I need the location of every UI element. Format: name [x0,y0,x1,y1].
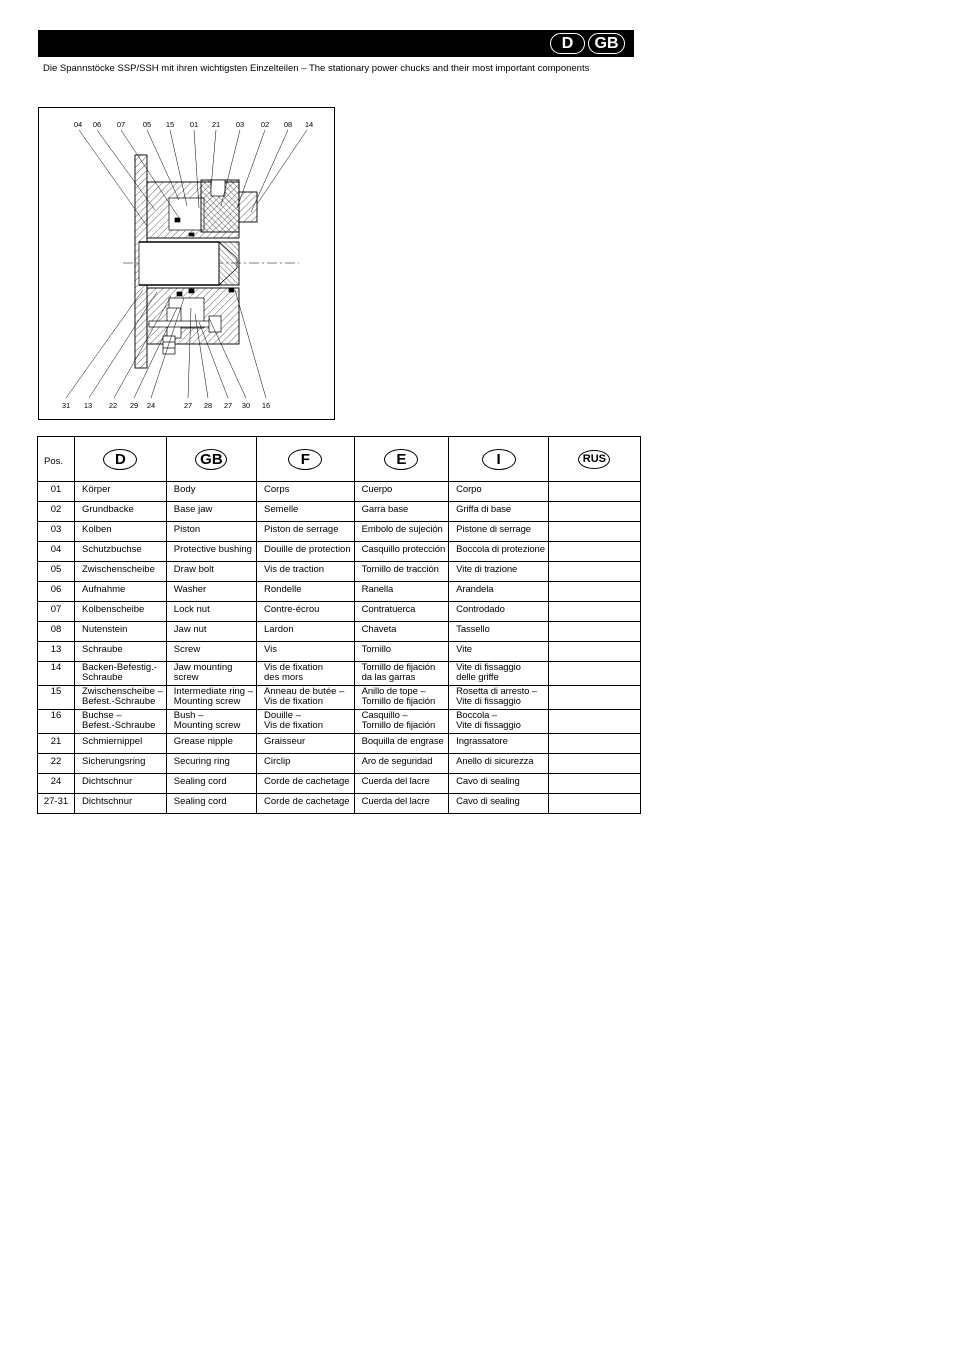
term-cell-d: Körper [75,482,167,502]
table-row [38,710,641,734]
language-header-i: I [449,437,549,482]
term-cell-rus [548,662,640,686]
callout-label-top: 08 [283,120,293,129]
term-cell-rus [548,562,640,582]
cross-section-svg [39,108,336,421]
pos-cell: 05 [38,562,75,582]
term-cell-d: Kolbenscheibe [75,602,167,622]
term-cell-d: Backen-Befestig.- Schraube [75,662,167,686]
callout-label-bottom: 22 [108,401,118,410]
pos-cell: 16 [38,710,75,734]
language-header-f: F [257,437,355,482]
callout-label-top: 02 [260,120,270,129]
pos-cell: 27-31 [38,794,75,814]
table-row [38,602,641,622]
term-cell-i: Anello di sicurezza [449,754,549,774]
callout-label-top: 06 [92,120,102,129]
term-cell-i: Vite [449,642,549,662]
callout-label-top: 03 [235,120,245,129]
pos-cell: 07 [38,602,75,622]
term-cell-i: Pistone di serrage [449,522,549,542]
table-row [38,542,641,562]
term-cell-gb: Lock nut [166,602,256,622]
table-row [38,754,641,774]
term-cell-i: Boccola – Vite di fissaggio [449,710,549,734]
chuck-cross-section-drawing [38,107,335,420]
term-cell-gb: Draw bolt [166,562,256,582]
term-cell-f: Graisseur [257,734,355,754]
pos-cell: 21 [38,734,75,754]
term-cell-rus [548,582,640,602]
table-row [38,622,641,642]
term-cell-f: Semelle [257,502,355,522]
callout-label-top: 04 [73,120,83,129]
term-cell-e: Boquilla de engrase [354,734,449,754]
pos-cell: 02 [38,502,75,522]
term-cell-gb: Body [166,482,256,502]
term-cell-e: Casquillo – Tornillo de fijación [354,710,449,734]
term-cell-i: Ingrassatore [449,734,549,754]
language-badge-gb: GB [588,33,625,54]
term-cell-f: Piston de serrage [257,522,355,542]
callout-label-bottom: 28 [203,401,213,410]
term-cell-rus [548,754,640,774]
term-cell-gb: Jaw mounting screw [166,662,256,686]
table-row [38,582,641,602]
term-cell-gb: Protective bushing [166,542,256,562]
term-cell-d: Schmiernippel [75,734,167,754]
table-row [38,522,641,542]
term-cell-i: Cavo di sealing [449,794,549,814]
term-cell-d: Buchse – Befest.-Schraube [75,710,167,734]
callout-label-top: 01 [189,120,199,129]
term-cell-f: Lardon [257,622,355,642]
language-header-e: E [354,437,449,482]
term-cell-gb: Grease nipple [166,734,256,754]
callout-label-bottom: 27 [223,401,233,410]
callout-label-bottom: 13 [83,401,93,410]
term-cell-d: Zwischenscheibe [75,562,167,582]
term-cell-rus [548,622,640,642]
table-row [38,642,641,662]
term-cell-i: Boccola di protezione [449,542,549,562]
pos-cell: 08 [38,622,75,642]
table-row [38,794,641,814]
term-cell-i: Cavo di sealing [449,774,549,794]
term-cell-d: Nutenstein [75,622,167,642]
page-subtitle: Die Spannstöcke SSP/SSH mit ihren wichtigsten Einzelteilen – The stationary power chucks and their most important components [43,63,590,74]
term-cell-d: Schutzbuchse [75,542,167,562]
language-badge-d: D [550,33,585,54]
term-cell-f: Douille de protection [257,542,355,562]
term-cell-e: Tornillo [354,642,449,662]
language-header-d: D [75,437,167,482]
term-cell-gb: Piston [166,522,256,542]
term-cell-i: Rosetta di arresto – Vite di fissaggio [449,686,549,710]
term-cell-i: Vite di fissaggio delle griffe [449,662,549,686]
language-header-rus: RUS [548,437,640,482]
term-cell-gb: Screw [166,642,256,662]
language-header-gb: GB [166,437,256,482]
term-cell-f: Circlip [257,754,355,774]
callout-label-bottom: 16 [261,401,271,410]
term-cell-i: Tassello [449,622,549,642]
term-cell-d: Schraube [75,642,167,662]
term-cell-gb: Base jaw [166,502,256,522]
term-cell-gb: Sealing cord [166,794,256,814]
term-cell-d: Dichtschnur [75,774,167,794]
term-cell-f: Rondelle [257,582,355,602]
pos-column-header: Pos. [38,437,75,482]
term-cell-e: Contratuerca [354,602,449,622]
term-cell-f: Anneau de butée – Vis de fixation [257,686,355,710]
callout-label-top: 05 [142,120,152,129]
term-cell-i: Arandela [449,582,549,602]
term-cell-f: Douille – Vis de fixation [257,710,355,734]
term-cell-rus [548,542,640,562]
callout-label-top: 15 [165,120,175,129]
term-cell-e: Tornillo de tracción [354,562,449,582]
callout-label-bottom: 30 [241,401,251,410]
pos-cell: 24 [38,774,75,794]
callout-label-top: 21 [211,120,221,129]
term-cell-rus [548,522,640,542]
table-row [38,774,641,794]
pos-cell: 22 [38,754,75,774]
term-cell-e: Garra base [354,502,449,522]
term-cell-rus [548,710,640,734]
callout-label-bottom: 29 [129,401,139,410]
callout-label-bottom: 31 [61,401,71,410]
term-cell-f: Vis de fixation des mors [257,662,355,686]
term-cell-rus [548,774,640,794]
term-cell-d: Grundbacke [75,502,167,522]
term-cell-e: Chaveta [354,622,449,642]
term-cell-rus [548,642,640,662]
header-bar [38,30,634,57]
term-cell-e: Tornillo de fijación da las garras [354,662,449,686]
term-cell-rus [548,686,640,710]
pos-cell: 03 [38,522,75,542]
term-cell-gb: Sealing cord [166,774,256,794]
term-cell-rus [548,734,640,754]
table-row [38,502,641,522]
table-row [38,686,641,710]
term-cell-d: Aufnahme [75,582,167,602]
term-cell-f: Corps [257,482,355,502]
callout-label-bottom: 27 [183,401,193,410]
term-cell-gb: Intermediate ring – Mounting screw [166,686,256,710]
term-cell-rus [548,502,640,522]
term-cell-i: Vite di trazione [449,562,549,582]
term-cell-i: Griffa di base [449,502,549,522]
term-cell-rus [548,602,640,622]
term-cell-d: Sicherungsring [75,754,167,774]
term-cell-i: Corpo [449,482,549,502]
term-cell-d: Dichtschnur [75,794,167,814]
table-row [38,482,641,502]
term-cell-f: Corde de cachetage [257,794,355,814]
term-cell-e: Cuerda del lacre [354,774,449,794]
term-cell-gb: Bush – Mounting screw [166,710,256,734]
term-cell-e: Aro de seguridad [354,754,449,774]
term-cell-gb: Securing ring [166,754,256,774]
term-cell-i: Controdado [449,602,549,622]
term-cell-f: Vis [257,642,355,662]
term-cell-e: Ranella [354,582,449,602]
pos-cell: 01 [38,482,75,502]
pos-cell: 14 [38,662,75,686]
term-cell-e: Anillo de tope – Tornillo de fijación [354,686,449,710]
term-cell-e: Cuerpo [354,482,449,502]
term-cell-f: Contre-écrou [257,602,355,622]
table-row [38,562,641,582]
term-cell-e: Cuerda del lacre [354,794,449,814]
term-cell-d: Zwischenscheibe – Befest.-Schraube [75,686,167,710]
callout-label-top: 07 [116,120,126,129]
table-row [38,662,641,686]
term-cell-f: Corde de cachetage [257,774,355,794]
pos-cell: 15 [38,686,75,710]
term-cell-gb: Jaw nut [166,622,256,642]
pos-cell: 04 [38,542,75,562]
term-cell-rus [548,794,640,814]
callout-label-top: 14 [304,120,314,129]
callout-label-bottom: 24 [146,401,156,410]
term-cell-gb: Washer [166,582,256,602]
pos-cell: 13 [38,642,75,662]
table-row [38,734,641,754]
term-cell-e: Casquillo protección [354,542,449,562]
pos-cell: 06 [38,582,75,602]
table-header-row [38,437,641,482]
term-cell-d: Kolben [75,522,167,542]
parts-table [37,436,641,814]
term-cell-rus [548,482,640,502]
term-cell-f: Vis de traction [257,562,355,582]
term-cell-e: Embolo de sujeción [354,522,449,542]
